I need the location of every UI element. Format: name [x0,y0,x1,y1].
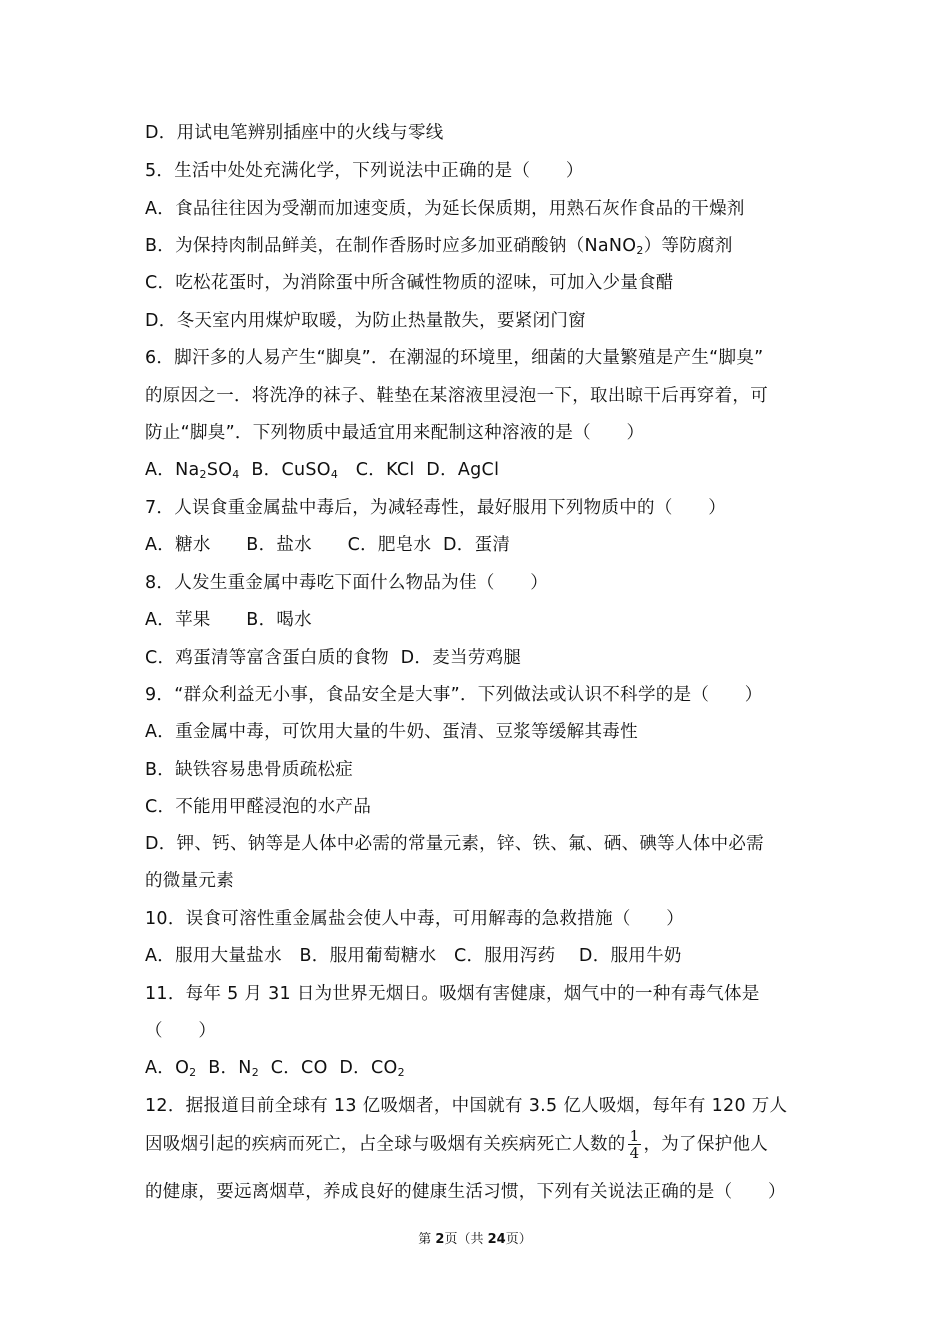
question-12-line-3 [145,1180,815,1204]
fraction-denominator: 4 [629,1144,640,1162]
options-q10 [145,944,815,968]
text: 的微量元素 [145,871,234,891]
text: 的原因之一．将洗净的袜子、鞋垫在某溶液里浸泡一下，取出晾干后再穿着，可 [145,386,768,406]
text: A．食品往往因为受潮而加速变质，为延长保质期，用熟石灰作食品的干燥剂 [145,199,745,219]
option-d-q5 [145,309,815,333]
text: 7．人误食重金属盐中毒后，为减轻毒性，最好服用下列物质中的（ ） [145,498,727,518]
question-11-line-2 [145,1019,815,1043]
question-6-line-3 [145,421,815,445]
question-12-line-2 [145,1128,815,1161]
text: 11．每年 5 月 31 日为世界无烟日。吸烟有害健康，烟气中的一种有毒气体是 [145,984,760,1004]
fraction [628,1128,642,1161]
options-q7 [145,533,815,557]
text: C．CO D．CO [259,1058,398,1078]
text: A．苹果 B．喝水 [145,610,312,630]
option-b-q5 [145,234,815,258]
question-11-line-1 [145,982,815,1006]
subscript: 2 [397,1066,405,1079]
text: B．缺铁容易患骨质疏松症 [145,760,354,780]
text: 5．生活中处处充满化学，下列说法中正确的是（ ） [145,161,584,181]
option-c-q5 [145,271,815,295]
question-6-line-1 [145,346,815,370]
options-q8-ab [145,608,815,632]
text: B．CuSO [239,460,331,480]
question-12-line-1 [145,1094,815,1118]
question-7 [145,496,815,520]
question-9 [145,683,815,707]
text: 的健康，要远离烟草，养成良好的健康生活习惯，下列有关说法正确的是（ ） [145,1182,786,1202]
text: A．服用大量盐水 B．服用葡萄糖水 C．服用泻药 D．服用牛奶 [145,946,682,966]
fraction-numerator: 1 [629,1127,640,1145]
question-8 [145,571,815,595]
text: 6．脚汗多的人易产生“脚臭”．在潮湿的环境里，细菌的大量繁殖是产生“脚臭” [145,348,764,368]
subscript: 4 [232,468,240,481]
text: C．KCl D．AgCl [338,460,500,480]
footer-text: 页） [505,1232,532,1247]
text: ）等防腐剂 [643,236,733,256]
option-a-q9 [145,720,815,744]
text: A．糖水 B．盐水 C．肥皂水 D．蛋清 [145,535,511,555]
question-10 [145,907,815,931]
text: 12．据报道目前全球有 13 亿吸烟者，中国就有 3.5 亿人吸烟，每年有 120 万人 [145,1096,788,1116]
text: C．吃松花蛋时，为消除蛋中所含碱性物质的涩味，可加入少量食醋 [145,273,674,293]
question-6-line-2 [145,384,815,408]
text: D．钾、钙、钠等是人体中必需的常量元素，锌、铁、氟、硒、碘等人体中必需 [145,834,764,854]
text: D．用试电笔辨别插座中的火线与零线 [145,123,444,143]
options-q8-cd [145,646,815,670]
total-pages: 24 [487,1232,506,1247]
option-d-q4 [145,121,815,145]
text: C．不能用甲醛浸泡的水产品 [145,797,372,817]
text: B．N [196,1058,252,1078]
page-number: 2 [435,1232,445,1247]
text: 8．人发生重金属中毒吃下面什么物品为佳（ ） [145,573,549,593]
option-d-q9-line-1 [145,832,815,856]
text: A．Na [145,460,200,480]
text: ，为了保护他人 [643,1134,769,1155]
option-d-q9-line-2 [145,869,815,893]
subscript: 2 [199,468,207,481]
text: D．冬天室内用煤炉取暖，为防止热量散失，要紧闭门窗 [145,311,586,331]
options-q6 [145,458,815,482]
text: A．重金属中毒，可饮用大量的牛奶、蛋清、豆浆等缓解其毒性 [145,722,638,742]
text: 因吸烟引起的疾病而死亡，占全球与吸烟有关疾病死亡人数的 [145,1134,626,1155]
subscript: 2 [251,1066,260,1079]
text: SO [206,460,233,480]
text: B．为保持肉制品鲜美，在制作香肠时应多加亚硝酸钠（NaNO [145,236,637,256]
page-footer [0,1228,950,1247]
footer-text: 第 [418,1232,436,1247]
text: C．鸡蛋清等富含蛋白质的食物 D．麦当劳鸡腿 [145,648,522,668]
text: 防止“脚臭”．下列物质中最适宜用来配制这种溶液的是（ ） [145,423,645,443]
text: 10．误食可溶性重金属盐会使人中毒，可用解毒的急救措施（ ） [145,909,685,929]
subscript: 4 [330,468,339,481]
option-c-q9 [145,795,815,819]
text: （ ） [145,1021,217,1041]
question-5 [145,159,815,183]
text: A．O [145,1058,190,1078]
footer-text: 页（共 [444,1232,488,1247]
text: 9．“群众利益无小事，食品安全是大事”．下列做法或认识不科学的是（ ） [145,685,763,705]
subscript: 2 [189,1066,197,1079]
subscript: 2 [636,244,644,257]
option-a-q5 [145,197,815,221]
options-q11 [145,1056,815,1080]
option-b-q9 [145,758,815,782]
